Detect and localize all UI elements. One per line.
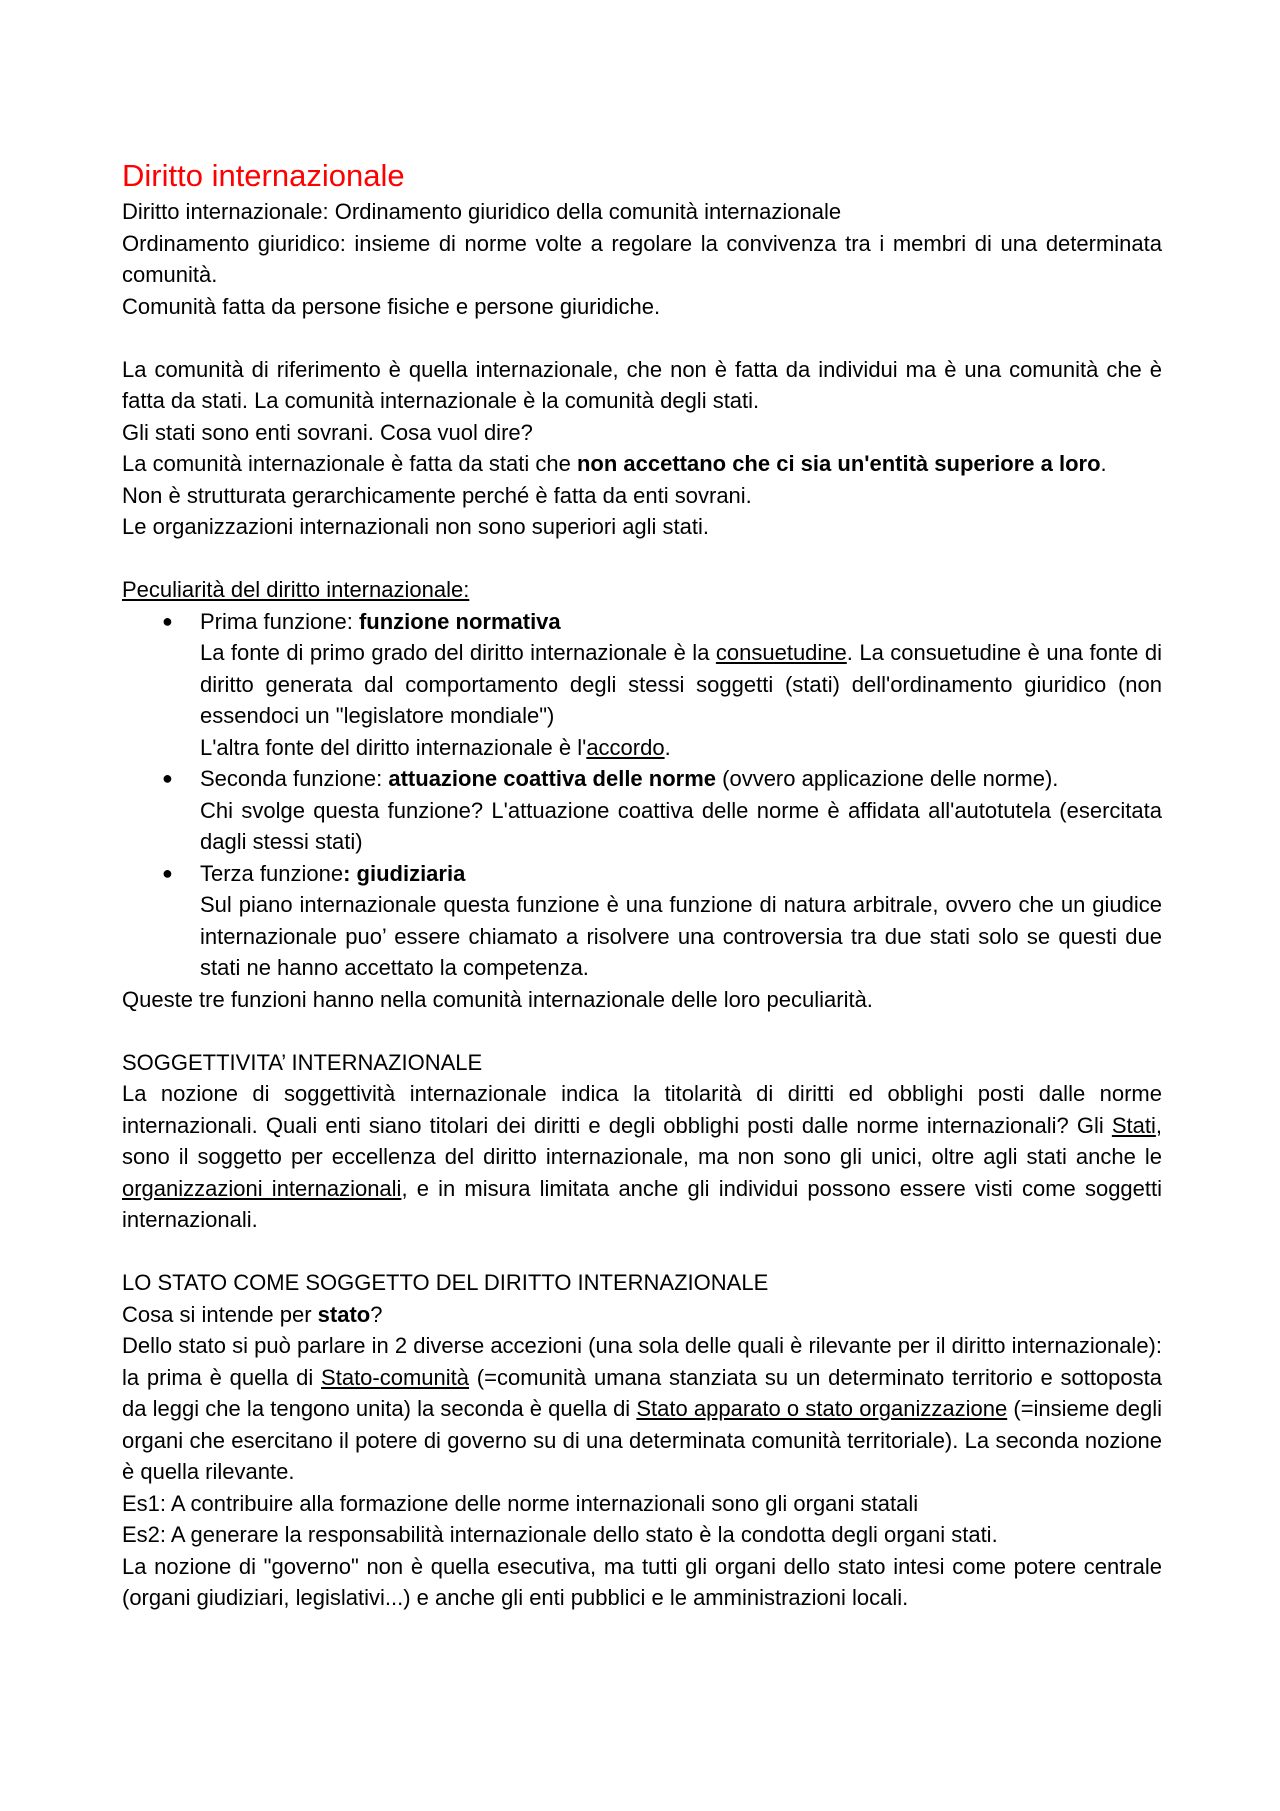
state-heading: LO STATO COME SOGGETTO DEL DIRITTO INTERNAZIONALE	[122, 1270, 769, 1295]
example-1: Es1: A contribuire alla formazione delle norme internazionali sono gli organi statali	[122, 1490, 919, 1516]
bullet-icon: ●	[162, 610, 173, 631]
paragraph-sovereign-states: Gli stati sono enti sovrani. Cosa vuol dire?	[122, 419, 533, 445]
paragraph-organizations: Le organizzazioni internazionali non sono superiori agli stati.	[122, 514, 710, 539]
term-stati: Stati	[1111, 1112, 1156, 1138]
list-item-normative-function: ● Prima funzione: funzione normativa La fonte di primo grado del diritto internazionale è la consuetudine. La consuetudine è una fonte di diritto generata dal comportamento degli stessi soggetti (stati) dell'ordinamento giuridico (non essendoci un "legislatore mondiale") L'altra fonte del diritto internazionale è l'accordo.	[122, 606, 1162, 764]
list-item-judicial-function: ● Terza funzione: giudiziaria Sul piano internazionale questa funzione è una funzione di natura arbitrale, ovvero che un giudice internazionale puo’ essere chiamato a risolvere una controversia tra due stati solo se questi due stati ne hanno accettato la competenza.	[122, 858, 1162, 984]
paragraph-not-hierarchical: Non è strutturata gerarchicamente perché è fatta da enti sovrani.	[122, 482, 752, 508]
spacer	[122, 543, 1162, 575]
functions-list	[122, 606, 1162, 984]
spacer	[122, 1015, 1162, 1047]
peculiarities-heading: Peculiarità del diritto internazionale:	[122, 577, 470, 602]
spacer	[122, 322, 1162, 354]
document-title: Diritto internazionale	[122, 158, 405, 193]
definition-international-law: Diritto internazionale: Ordinamento giuridico della comunità internazionale	[122, 199, 842, 224]
example-2: Es2: A generare la responsabilità internazionale dello stato è la condotta degli organi stati.	[122, 1522, 998, 1547]
term-organizzazioni: organizzazioni internazionali	[122, 1175, 402, 1201]
term-consuetudine: consuetudine	[715, 640, 847, 665]
government-paragraph: La nozione di "governo" non è quella esecutiva, ma tutti gli organi dello stato intesi come potere centrale (organi giudiziari, legislativi...) e anche gli enti pubblici e le amministrazioni locali.	[122, 1553, 1162, 1610]
paragraph-reference-community: La comunità di riferimento è quella internazionale, che non è fatta da individui ma è una comunità che è fatta da stati. La comunità internazionale è la comunità degli stati.	[122, 356, 1162, 413]
term-stato-apparato: Stato apparato o stato organizzazione	[636, 1396, 1008, 1421]
subjectivity-heading: SOGGETTIVITA’ INTERNAZIONALE	[122, 1049, 483, 1075]
peculiarities-closing: Queste tre funzioni hanno nella comunità internazionale delle loro peculiarità.	[122, 986, 873, 1012]
bullet-icon: ●	[162, 768, 173, 788]
emphasis-no-superior: non accettano che ci sia un'entità superiore a loro	[576, 451, 1101, 476]
bullet-icon: ●	[162, 862, 173, 883]
paragraph-no-superior-entity: La comunità internazionale è fatta da stati che non accettano che ci sia un'entità superiore a loro.	[122, 451, 1107, 476]
term-stato-comunita: Stato-comunità	[321, 1364, 470, 1390]
term-accordo: accordo	[586, 734, 665, 760]
definition-legal-order: Ordinamento giuridico: insieme di norme volte a regolare la convivenza tra i membri di una determinata comunità.	[122, 230, 1162, 287]
definition-community: Comunità fatta da persone fisiche e persone giuridiche.	[122, 293, 661, 319]
state-question: Cosa si intende per stato?	[122, 1301, 383, 1327]
spacer	[122, 1236, 1162, 1268]
list-item-coercive-function: ● Seconda funzione: attuazione coattiva delle norme (ovvero applicazione delle norme). Chi svolge questa funzione? L'attuazione coattiva delle norme è affidata all'autotutela (esercitata dagli stessi stati)	[122, 763, 1162, 858]
state-paragraph: Dello stato si può parlare in 2 diverse accezioni (una sola delle quali è rilevante per il diritto internazionale): la prima è quella di Stato-comunità (=comunità umana stanziata su un determinato territorio e sottoposta da leggi che la tengono unita) la seconda è quella di Stato apparato o stato organizzazione (=insieme degli organi che esercitano il potere di governo su di una determinata comunità territoriale). La seconda nozione è quella rilevante.	[122, 1333, 1163, 1484]
subjectivity-paragraph: La nozione di soggettività internazionale indica la titolarità di diritti ed obblighi posti dalle norme internazionali. Quali enti siano titolari dei diritti e degli obblighi posti dalle norme internazionali? Gli Stati, sono il soggetto per eccellenza del diritto internazionale, ma non sono gli unici, oltre agli stati anche le organizzazioni internazionali, e in misura limitata anche gli individui possono essere visti come soggetti internazionali.	[122, 1081, 1163, 1232]
document-page	[122, 156, 1162, 1614]
